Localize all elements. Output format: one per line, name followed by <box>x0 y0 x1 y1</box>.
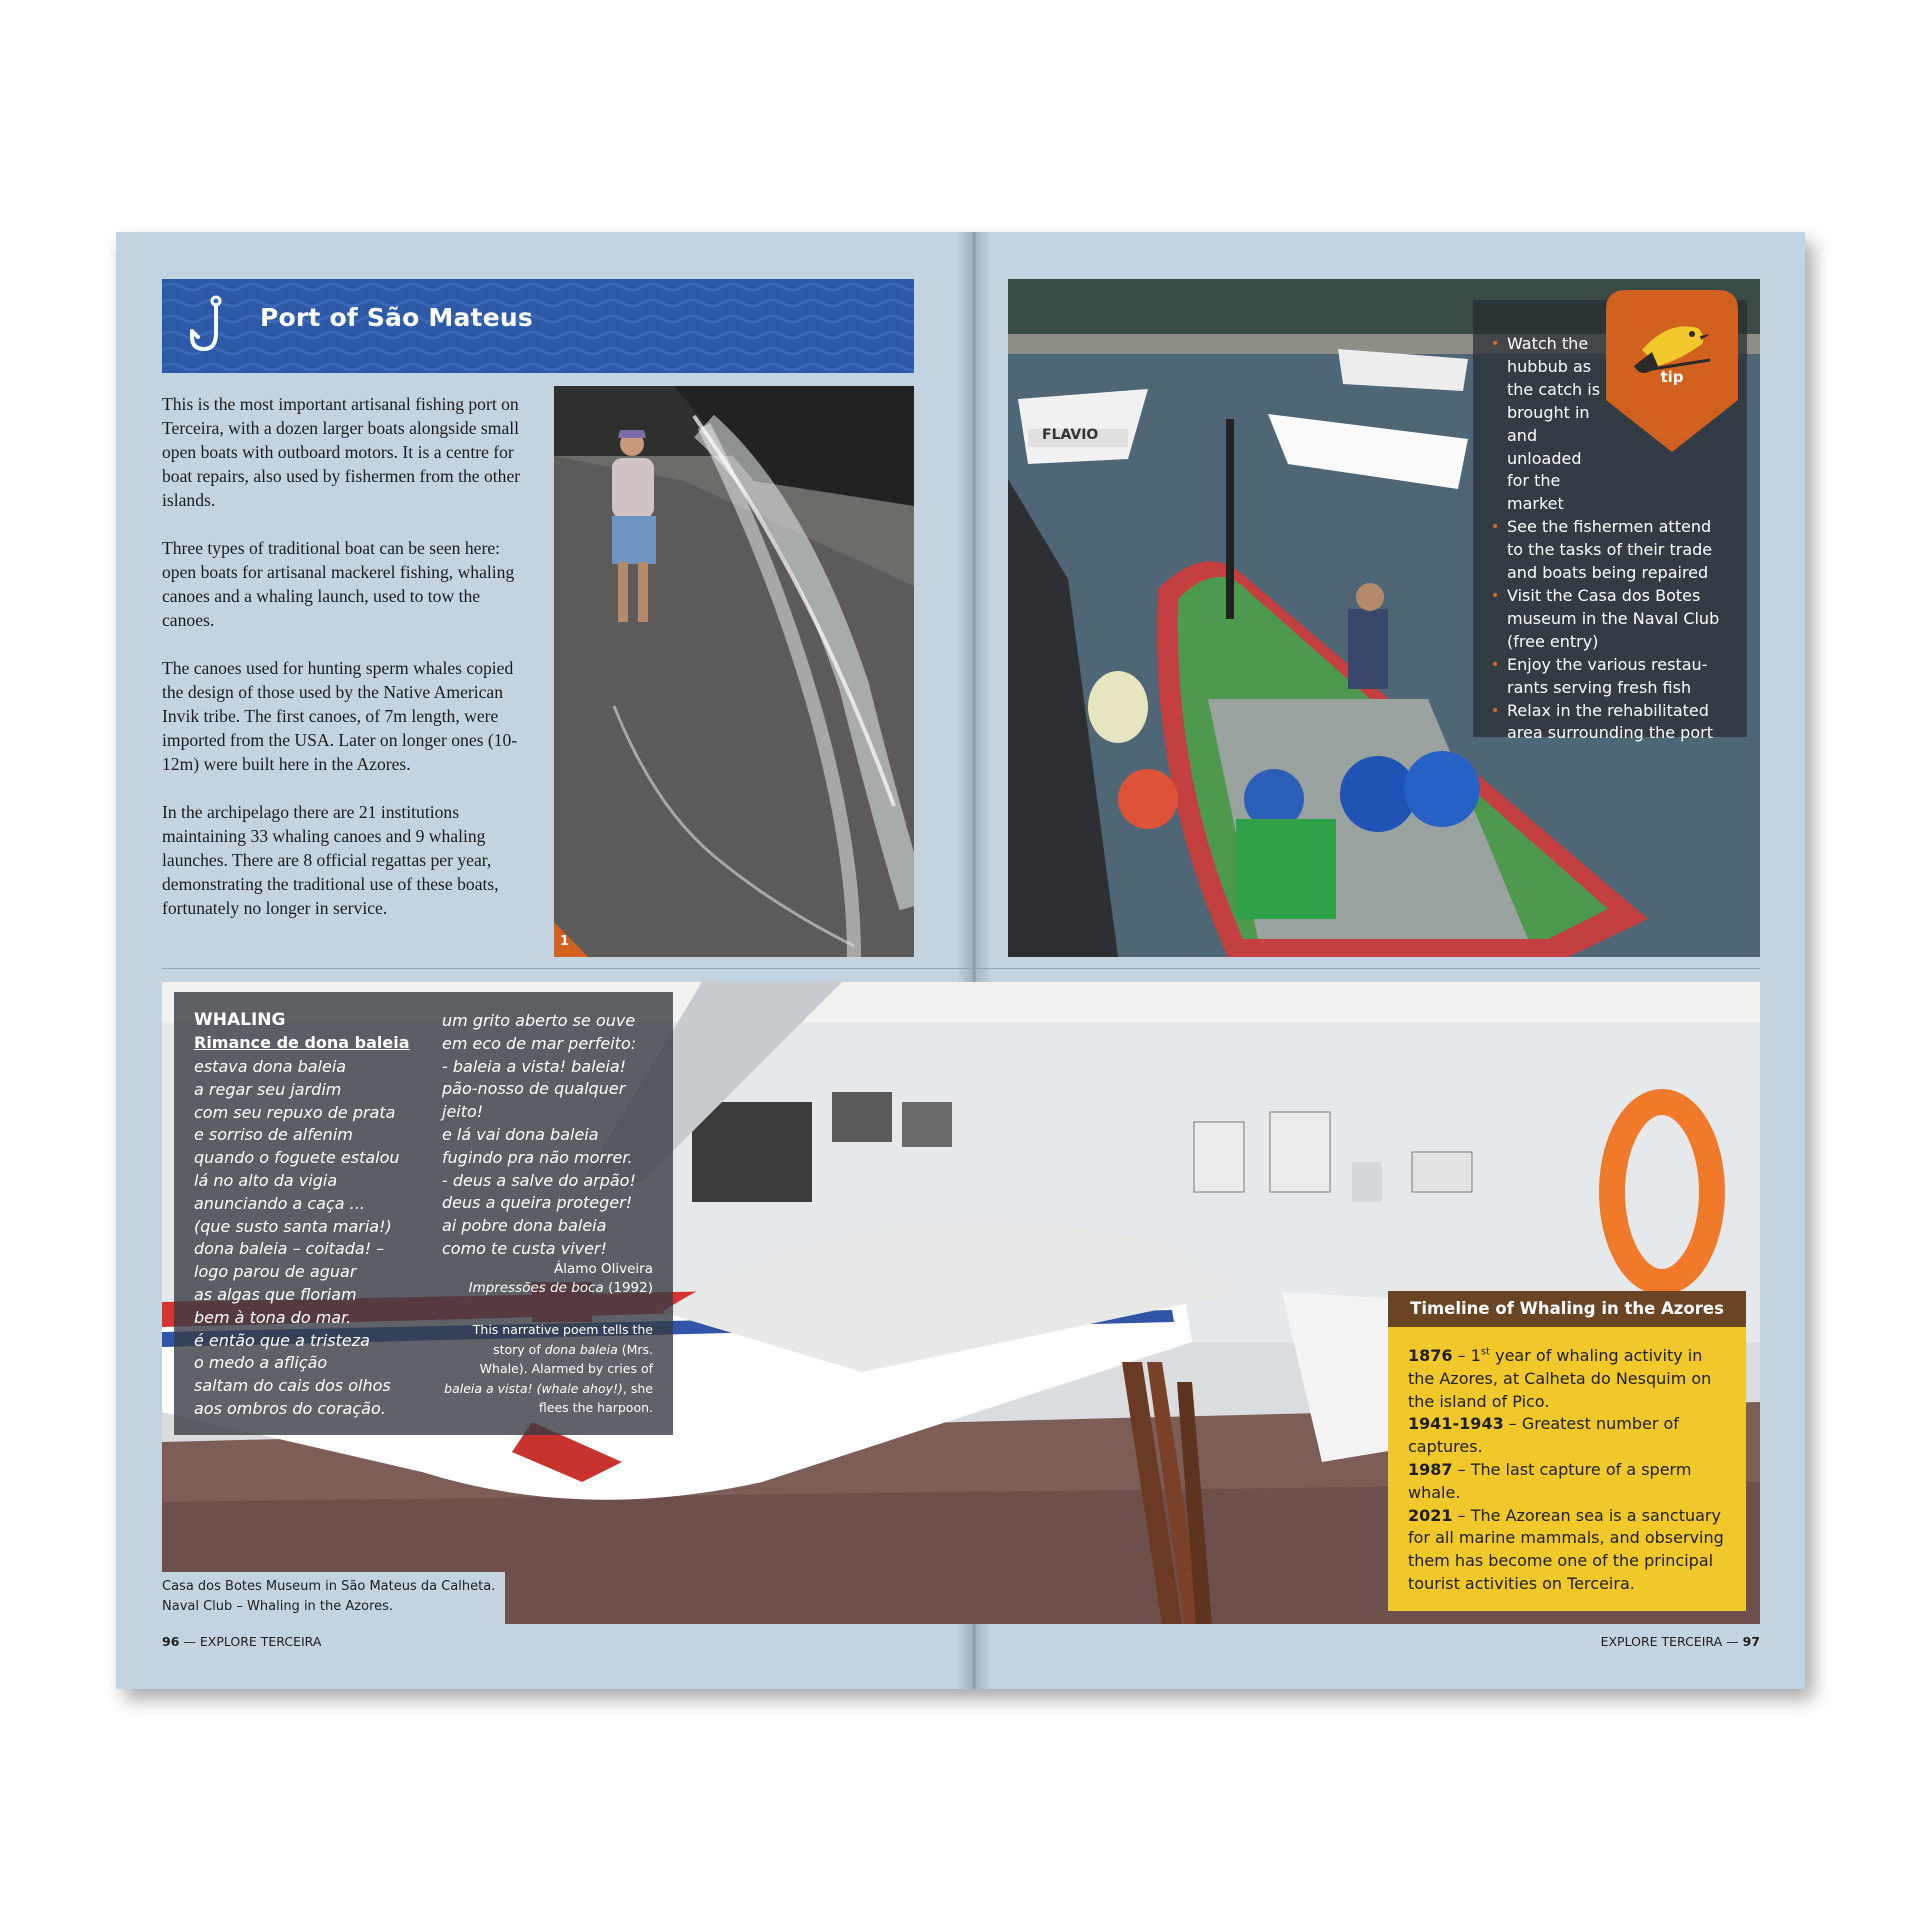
timeline-entry: 2021 – The Azorean sea is a sanctuary for all marine mammals, and observing them has become one of the principal tourist activities on Terceira. <box>1408 1505 1724 1593</box>
paragraph: Three types of traditional boat can be seen here: open boats for artisanal mackerel fishing, whaling canoes and a whaling launch, used to tow the canoes. <box>162 538 515 630</box>
poem-line: e sorriso de alfenim <box>194 1125 353 1145</box>
timeline-entries <box>1408 1345 1733 1596</box>
article-body <box>162 392 528 944</box>
poem-line: em eco de mar perfeito: <box>442 1033 637 1053</box>
tip-item: • See the fishermen attend to the tasks of their trade and boats being repaired <box>1491 516 1722 585</box>
poem-line: ai pobre dona baleia <box>442 1216 607 1236</box>
poem-line: dona baleia – coitada! – <box>194 1239 385 1259</box>
poem-line: (que susto santa maria!) <box>194 1216 392 1236</box>
tip-item: • Watch the hubbub as the catch is brought in and unloaded for the market <box>1491 333 1722 516</box>
poem-line: aos ombros do coração. <box>194 1398 386 1418</box>
tip-item: • Enjoy the various restau-rants serving fresh fish <box>1491 654 1722 700</box>
paragraph: The canoes used for hunting sperm whales copied the design of those used by the Native American Invik tribe. The first canoes, of 7m length, were imported from the USA. Later on longer ones (10-12m) were built here in the Azores. <box>162 658 518 774</box>
poem-title: Rimance de dona baleia <box>194 1033 410 1052</box>
poem-line: e lá vai dona baleia <box>442 1124 599 1144</box>
timeline-title: Timeline of Whaling in the Azores <box>1388 1291 1746 1327</box>
boat-name-label: FLAVIO <box>1042 427 1099 443</box>
poem-line: pão-nosso de qualquer <box>442 1079 626 1099</box>
timeline-entry: 1941-1943 – Greatest number of captures. <box>1408 1414 1679 1457</box>
page-footer-right: EXPLORE TERCEIRA — 97 <box>1600 1634 1760 1649</box>
poem-line: logo parou de aguar <box>194 1262 357 1282</box>
poem-line: a regar seu jardim <box>194 1079 342 1099</box>
page-title: Port of São Mateus <box>260 303 533 332</box>
poem-line: com seu repuxo de prata <box>194 1102 396 1122</box>
poem-heading: WHALING <box>194 1010 286 1030</box>
poem-line: o medo a aflição <box>194 1353 328 1373</box>
poem-line: como te custa viver! <box>442 1238 607 1258</box>
photo-caption <box>162 1572 505 1624</box>
poem-line: deus a queira proteger! <box>442 1193 633 1213</box>
paragraph: This is the most important artisanal fishing port on Terceira, with a dozen larger boats alongside small open boats with outboard motors. It is a centre for boat repairs, also used by fishermen from the other islands. <box>162 394 521 510</box>
whaling-poem-box <box>174 992 673 1435</box>
poem-line: jeito! <box>442 1102 484 1122</box>
fish-hook-icon <box>184 295 234 357</box>
poem-line: - baleia a vista! baleia! <box>442 1056 627 1076</box>
paragraph: In the archipelago there are 21 institutions maintaining 33 whaling canoes and 9 whaling launches. There are 8 official regattas per year, demonstrating the traditional use of these boats, fortunately no longer in service. <box>162 802 499 918</box>
poem-attribution <box>469 1260 653 1298</box>
poem-line: estava dona baleia <box>194 1057 347 1076</box>
poem-column-1 <box>194 1056 400 1421</box>
poem-line: bem à tona do mar. <box>194 1307 352 1327</box>
section-banner <box>162 279 914 373</box>
timeline-entry: 1876 – 1st year of whaling activity in the Azores, at Calheta do Nesquim on the island of Pico. <box>1408 1346 1712 1411</box>
poem-line: anunciando a caça ... <box>194 1193 365 1213</box>
poem-line: quando o foguete estalou <box>194 1148 400 1168</box>
whaling-timeline <box>1388 1291 1746 1611</box>
divider-line <box>162 968 1760 969</box>
poem-column-2 <box>442 1010 636 1261</box>
poem-line: - deus a salve do arpão! <box>442 1170 636 1190</box>
tip-item: • Visit the Casa dos Botes museum in the Naval Club (free entry) <box>1491 585 1722 654</box>
poem-line: saltam do cais dos olhos <box>194 1376 391 1396</box>
poem-line: as algas que floriam <box>194 1284 357 1304</box>
caption-line: Casa dos Botes Museum in São Mateus da Calheta. <box>162 1579 496 1594</box>
poem-line: lá no alto da vigia <box>194 1170 338 1190</box>
poem-line: um grito aberto se ouve <box>442 1011 636 1030</box>
page-footer-left: 96 — EXPLORE TERCEIRA <box>162 1634 322 1649</box>
timeline-entry: 1987 – The last capture of a sperm whale. <box>1408 1459 1692 1502</box>
fisherman-net-photo <box>554 386 914 957</box>
tip-label: tip <box>1660 368 1684 386</box>
caption-line: Naval Club – Whaling in the Azores. <box>162 1598 394 1614</box>
tip-item: • Relax in the rehabilitated area surrounding the port <box>1491 700 1722 746</box>
poem-author: Álamo Oliveira <box>554 1261 653 1277</box>
poem-line: fugindo pra não morrer. <box>442 1147 633 1167</box>
photo-number: 1 <box>560 934 570 949</box>
timeline-body <box>1388 1327 1746 1611</box>
poem-note: This narrative poem tells the story of dona baleia (Mrs. Whale). Alarmed by cries of baleia a vista! (whale ahoy!), she flees the harpoon. <box>444 1322 653 1415</box>
poem-line: é então que a tristeza <box>194 1330 370 1350</box>
poem-source: Impressões de boca (1992) <box>468 1280 653 1296</box>
